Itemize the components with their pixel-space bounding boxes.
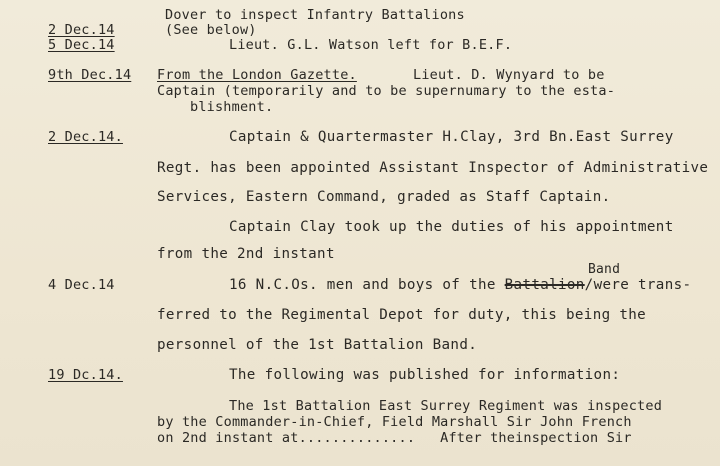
entry-line: personnel of the 1st Battalion Band. [157, 337, 478, 353]
handwritten-insertion: Band [588, 262, 621, 277]
struck-word: Battalion [504, 277, 585, 293]
entry-line: Regt. has been appointed Assistant Inspector of Administrative [157, 160, 709, 176]
entry-line: Services, Eastern Command, graded as Staff Captain. [157, 189, 611, 205]
entry-line: ferred to the Regimental Depot for duty, this being the [157, 307, 647, 323]
entry-line: Lieut. G.L. Watson left for B.E.F. [229, 37, 513, 53]
entry-date: 2 Dec.14 [48, 22, 115, 38]
entry-line: Captain & Quartermaster H.Clay, 3rd Bn.East Surrey [229, 129, 674, 145]
entry-line: The 1st Battalion East Surrey Regiment was inspected [229, 398, 663, 414]
entry-line-end: /were trans- [584, 277, 692, 293]
entry-line: by the Commander-in-Chief, Field Marshall Sir John French [157, 414, 632, 430]
entry-line: Captain Clay took up the duties of his appointment [229, 219, 674, 235]
entry-line-start: 16 N.C.Os. men and boys of the [229, 277, 505, 293]
entry-line: Lieut. D. Wynyard to be [413, 67, 605, 83]
entry-line: from the 2nd instant [157, 246, 335, 262]
entry-date: 19 Dc.14. [48, 367, 123, 383]
entry-line: (See below) [165, 22, 257, 38]
entry-line: blishment. [190, 99, 274, 115]
entry-line-with-correction [229, 277, 691, 293]
entry-line: The following was published for information: [229, 367, 621, 383]
entry-line: Dover to inspect Infantry Battalions [165, 7, 465, 23]
entry-line: Captain (temporarily and to be supernumary to the esta- [157, 83, 616, 99]
entry-date: 4 Dec.14 [48, 277, 115, 293]
entry-date: 5 Dec.14 [48, 37, 115, 53]
entry-date: 2 Dec.14. [48, 129, 123, 145]
entry-line: on 2nd instant at.............. After theinspection Sir [157, 430, 632, 446]
gazette-heading: From the London Gazette. [157, 67, 357, 83]
entry-date: 9th Dec.14 [48, 67, 132, 83]
